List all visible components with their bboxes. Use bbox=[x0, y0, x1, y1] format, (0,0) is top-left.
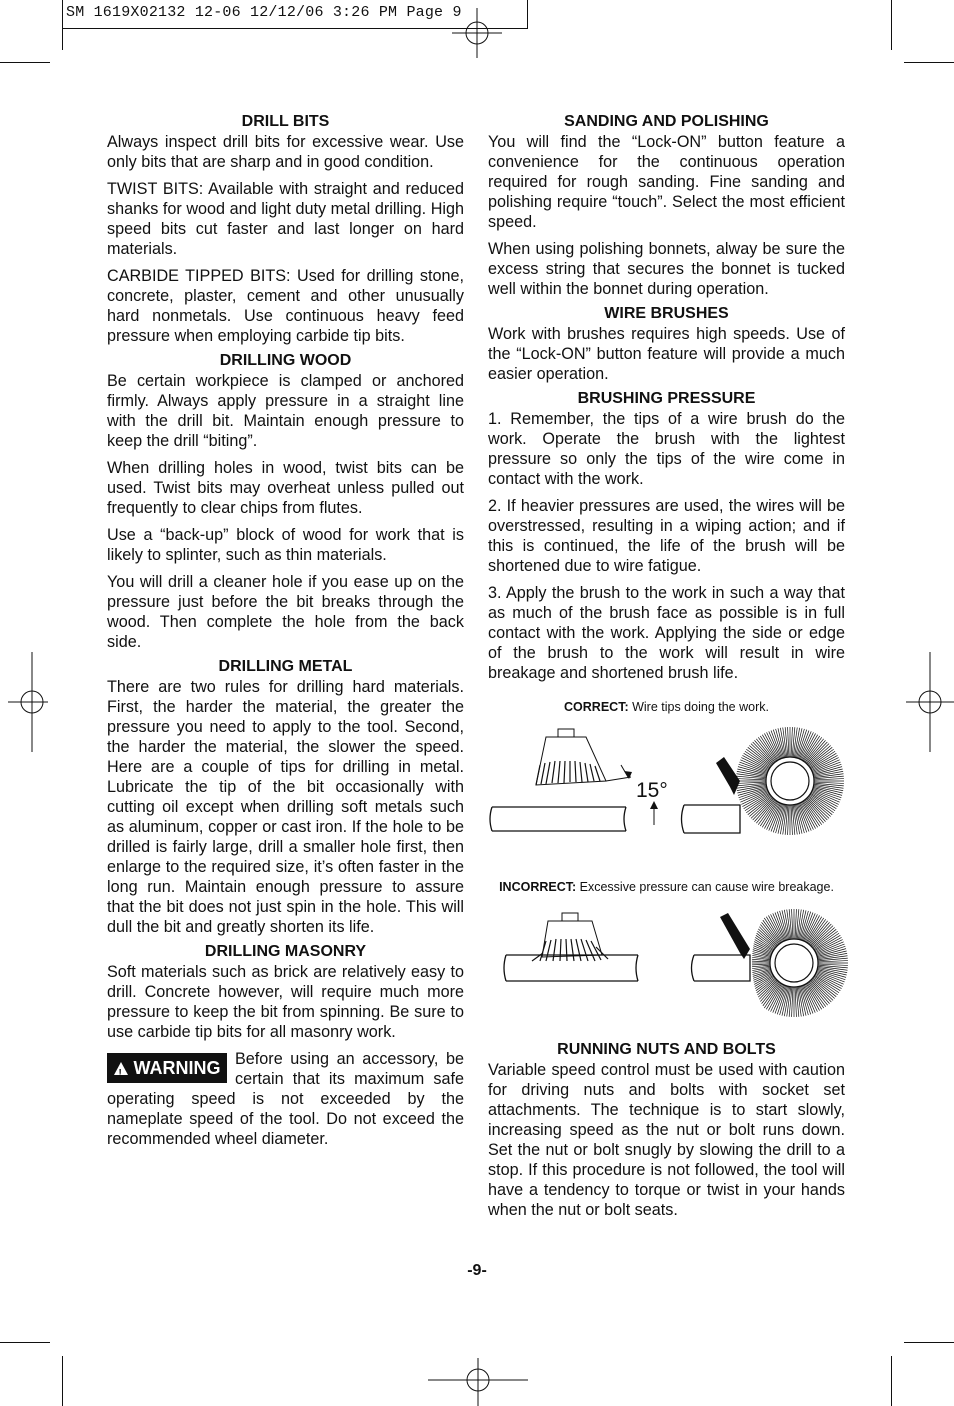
heading-sanding: SANDING AND POLISHING bbox=[564, 113, 769, 130]
crop-mark bbox=[891, 0, 892, 50]
crop-mark bbox=[62, 1356, 63, 1406]
warning-block bbox=[107, 1049, 464, 1149]
heading-drilling-masonry: DRILLING MASONRY bbox=[204, 943, 367, 960]
paragraph: CARBIDE TIPPED BITS: Used for drilling stone, concrete, plaster, cement and other unusually hard nonmetals. Use continuous heavy feed pressure when employing carbide tip bits. bbox=[107, 267, 464, 345]
registration-mark-bottom bbox=[428, 1358, 528, 1406]
paragraph: Be certain workpiece is clamped or anchored firmly. Always apply pressure in a straight line with the drill bit. Maintain enough pressure to keep the drill “biting”. bbox=[107, 372, 464, 450]
figure-caption-incorrect: INCORRECT: Excessive pressure can cause wire breakage. bbox=[499, 880, 834, 894]
heading-drilling-wood: DRILLING WOOD bbox=[219, 352, 352, 369]
heading-drilling-metal: DRILLING METAL bbox=[218, 658, 353, 675]
registration-mark-top bbox=[452, 8, 502, 58]
warning-text: Before using an accessory, be certain that its maximum safe operating speed is not exceeded by the nameplate speed of the tool. Do not exceed the recommended wheel diameter. bbox=[107, 1050, 464, 1148]
warning-badge bbox=[107, 1053, 227, 1083]
figure-caption-correct: CORRECT: Wire tips doing the work. bbox=[564, 700, 769, 714]
wheel-brush-icon bbox=[736, 727, 844, 835]
paragraph: 1. Remember, the tips of a wire brush do the work. Operate the brush with the lightest pressure so only the tips of the wire come in contact with the work. bbox=[488, 410, 845, 488]
paragraph: You will find the “Lock-ON” button feature a convenience for the continuous operation required for rough sanding. Fine sanding and polishing require “touch”. Select the most efficient speed. bbox=[488, 133, 845, 231]
crop-mark bbox=[0, 1342, 50, 1343]
incorrect-brush-figure bbox=[488, 901, 848, 1021]
paragraph: Work with brushes requires high speeds. Use of the “Lock-ON” button feature will provide a much easier operation. bbox=[488, 325, 845, 383]
paragraph: There are two rules for drilling hard materials. First, the harder the material, the greater the pressure you need to apply to the tool. Second, the harder the material, the slower the speed. Here are a couple of tips for drilling in metal. Lubricate the tip of the bit occasionally with cutting oil except when drilling soft metals such as aluminum, copper or cast iron. If the hole to be drilled is fairly large, drill a smaller hole first, then enlarge to the required size, it’s often faster in the long run. Maintain enough pressure to assure that the bit does not just spin in the hole. This will dull the bit and greatly shorten its life. bbox=[107, 678, 464, 936]
crop-mark bbox=[62, 0, 63, 50]
crop-mark bbox=[904, 62, 954, 63]
print-slug: SM 1619X02132 12-06 12/12/06 3:26 PM Page 9 bbox=[66, 4, 462, 21]
warning-label: WARNING bbox=[133, 1058, 221, 1078]
paragraph: Variable speed control must be used with caution for driving nuts and bolts with socket set attachments. The technique is to start slowly, increasing speed as the nut or bolt runs down. Set the nut or bolt snugly by slowing the drill to a stop. If this procedure is not followed, the tool will have a tendency to torque or twist in your hands when the nut or bolt seats. bbox=[488, 1061, 845, 1219]
crop-mark bbox=[904, 1342, 954, 1343]
crop-mark bbox=[0, 62, 50, 63]
left-column bbox=[107, 113, 464, 1156]
paragraph: TWIST BITS: Available with straight and reduced shanks for wood and light duty metal drilling. High speed bits cut faster and last longer on hard materials. bbox=[107, 180, 464, 258]
registration-mark-right bbox=[906, 652, 954, 752]
wheel-brush-icon bbox=[752, 909, 848, 1017]
cup-brush-icon bbox=[532, 913, 608, 961]
paragraph: When drilling holes in wood, twist bits can be used. Twist bits may overheat unless pulled out frequently to clear chips from flutes. bbox=[107, 459, 464, 517]
registration-mark-left bbox=[8, 652, 48, 752]
cup-brush-icon bbox=[536, 729, 606, 785]
paragraph: You will drill a cleaner hole if you ease up on the pressure just before the bit breaks through the wood. Then complete the hole from the back side. bbox=[107, 573, 464, 651]
crop-mark bbox=[891, 1356, 892, 1406]
paragraph: 3. Apply the brush to the work in such a way that as much of the brush face as possible is in full contact with the work. Applying the side or edge of the brush to the work will result in wire breakage and shortened brush life. bbox=[488, 584, 845, 682]
right-column bbox=[488, 113, 845, 1227]
heading-drill-bits: DRILL BITS bbox=[241, 113, 330, 130]
page-number: -9- bbox=[467, 1262, 487, 1279]
paragraph: When using polishing bonnets, alway be sure the excess string that secures the bonnet is tucked well within the bonnet during operation. bbox=[488, 240, 845, 298]
heading-running-nuts: RUNNING NUTS AND BOLTS bbox=[557, 1041, 776, 1058]
warning-triangle-icon: ! bbox=[114, 1062, 128, 1075]
paragraph: Soft materials such as brick are relatively easy to drill. Concrete however, will require much more pressure to keep the bit from spinning. Be sure to use carbide tip bits for all masonry work. bbox=[107, 963, 464, 1041]
paragraph: 2. If heavier pressures are used, the wires will be overstressed, resulting in a wiping action; and if this is continued, the life of the brush will be shortened due to wire fatigue. bbox=[488, 497, 845, 575]
angle-label: 15° bbox=[636, 779, 668, 802]
heading-brushing-pressure: BRUSHING PRESSURE bbox=[577, 390, 756, 407]
correct-brush-figure bbox=[488, 721, 848, 841]
paragraph: Always inspect drill bits for excessive wear. Use only bits that are sharp and in good condition. bbox=[107, 133, 464, 171]
heading-wire-brushes: WIRE BRUSHES bbox=[604, 305, 729, 322]
paragraph: Use a “back-up” block of wood for work that is likely to splinter, such as thin materials. bbox=[107, 526, 464, 564]
